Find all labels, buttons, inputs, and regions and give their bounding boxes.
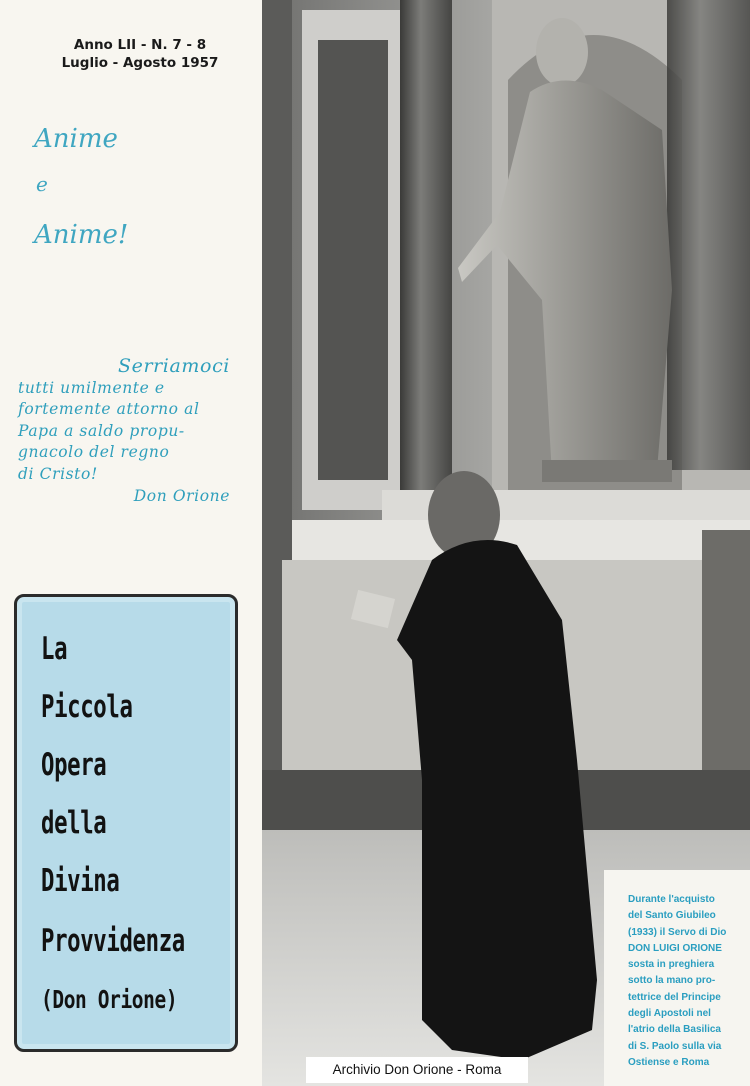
title-line-4: della [41, 805, 107, 841]
quote-line-6: di Cristo! [18, 464, 98, 483]
issue-number: Anno LII - N. 7 - 8 [73, 37, 207, 53]
left-column [0, 0, 262, 1086]
motto-line-1: Anime [34, 124, 118, 154]
caption-line-7: tettrice del Principe [628, 991, 721, 1003]
caption-line-9: l'atrio della Basilica [628, 1024, 721, 1036]
caption-line-3: (1933) il Servo di Dio [628, 926, 727, 938]
caption-line-5: sosta in preghiera [628, 959, 715, 971]
title-line-5: Divina [41, 863, 120, 899]
quote-line-5: gnacolo del regno [18, 443, 170, 461]
photo-caption [628, 892, 750, 1071]
caption-line-6: sotto la mano pro- [628, 975, 716, 987]
caption-line-1: Durante l'acquisto [628, 894, 715, 905]
title-line-7: (Don Orione) [41, 985, 178, 1014]
issue-date: Luglio - Agosto 1957 [61, 55, 219, 71]
caption-line-10: di S. Paolo sulla via [628, 1040, 722, 1052]
title-box [14, 594, 238, 1052]
title-line-2: Piccola [41, 689, 133, 725]
caption-line-4: DON LUIGI ORIONE [628, 942, 722, 954]
don-orione-quote [18, 356, 230, 508]
archive-footer: Archivio Don Orione - Roma [306, 1057, 528, 1083]
quote-line-2: tutti umilmente e [18, 378, 165, 397]
motto-line-3: Anime! [34, 220, 129, 250]
caption-line-8: degli Apostoli nel [628, 1008, 711, 1020]
quote-line-4: Papa a saldo propu- [18, 421, 185, 440]
caption-line-11: Ostiense e Roma [628, 1056, 710, 1068]
title-line-6: Provvidenza [41, 923, 185, 959]
caption-line-2: del Santo Giubileo [628, 910, 716, 922]
quote-signature: Don Orione [133, 487, 230, 505]
title-line-1: La [41, 631, 68, 667]
quote-line-3: fortemente attorno al [18, 400, 200, 418]
quote-line-1: Serriamoci [117, 355, 230, 377]
motto-line-2: e [36, 172, 48, 196]
issue-info [30, 36, 250, 72]
title-line-3: Opera [41, 747, 107, 783]
